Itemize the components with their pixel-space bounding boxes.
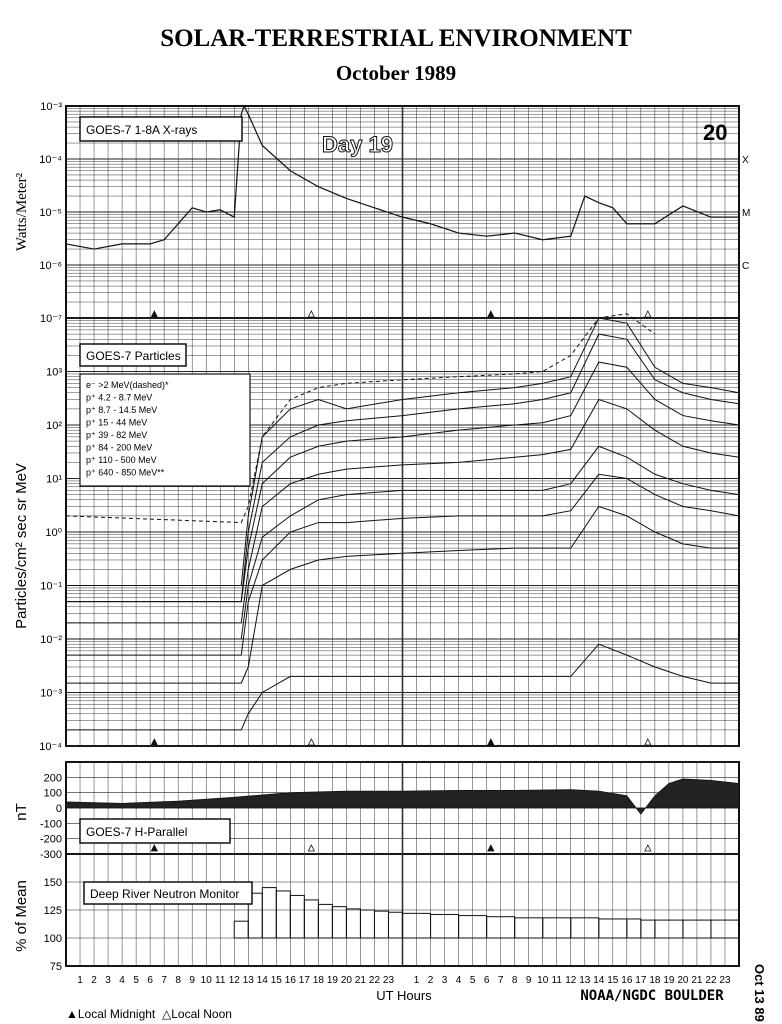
x-tick-label: 10 <box>537 975 549 986</box>
particles-y-tick: 10⁰ <box>45 527 62 539</box>
x-tick-label: 19 <box>326 975 338 986</box>
neutron-bar <box>234 921 248 938</box>
mag-y-tick: -200 <box>39 833 62 846</box>
mag-y-tick: 100 <box>43 787 62 800</box>
x-tick-label: 12 <box>228 975 240 986</box>
x-tick-label: 11 <box>215 975 226 986</box>
day-20-label: 20 <box>703 120 728 145</box>
x-tick-label: 12 <box>565 975 577 986</box>
neutron-y-tick: 100 <box>43 933 62 945</box>
day-19-label: Day 19 <box>322 132 393 157</box>
x-tick-label: 23 <box>719 975 731 986</box>
legend-local-midnight: ▲Local Midnight <box>66 1007 156 1021</box>
x-tick-label: 15 <box>607 975 619 986</box>
x-tick-label: 4 <box>119 975 125 986</box>
x-tick-label: 14 <box>256 975 268 986</box>
credit-label: NOAA/NGDC BOULDER <box>580 988 724 1004</box>
x-tick-label: 1 <box>413 975 420 986</box>
x-tick-label: 10 <box>200 975 212 986</box>
particles-ylabel: Particles/cm² sec sr MeV <box>13 463 30 629</box>
xray-ylabel: Watts/Meter² <box>14 172 30 252</box>
particles-y-tick: 10¹ <box>46 473 62 486</box>
x-tick-label: 9 <box>525 975 532 986</box>
particle-legend-entry: p⁺ 39 - 82 MeV <box>86 430 148 440</box>
x-tick-label: 6 <box>147 975 153 986</box>
flare-class-label: X <box>742 155 749 166</box>
x-tick-label: 1 <box>77 975 83 986</box>
particle-legend-entry: p⁺ 4.2 - 8.7 MeV <box>86 392 153 403</box>
flare-class-label: M <box>742 208 751 219</box>
particle-legend-entry: p⁺ 110 - 500 MeV <box>86 455 157 465</box>
local-midnight-marker <box>488 311 494 317</box>
x-tick-label: 18 <box>312 975 324 986</box>
corner-date-label: Oct 13 89 <box>752 964 767 1022</box>
xray-y-tick: 10⁻⁴ <box>39 154 62 166</box>
neutron-bar <box>627 919 641 938</box>
neutron-panel-label: Deep River Neutron Monitor <box>90 887 240 901</box>
particle-legend-entry: p⁺ 15 - 44 MeV <box>86 417 148 428</box>
particles-y-tick: 10⁻⁴ <box>39 741 62 753</box>
neutron-bar <box>332 907 346 938</box>
neutron-bar <box>346 909 360 938</box>
mag-y-tick: 0 <box>55 803 62 815</box>
particles-y-tick: 10⁻³ <box>40 687 62 700</box>
xray-y-tick: 10⁻⁵ <box>39 207 62 219</box>
xray-y-tick: 10⁻³ <box>40 101 62 113</box>
neutron-bar <box>290 895 304 938</box>
particles-y-tick: 10³ <box>46 366 62 379</box>
xray-y-tick: 10⁻⁶ <box>39 260 62 272</box>
x-tick-label: 20 <box>677 975 689 986</box>
particles-y-tick: 10⁻¹ <box>40 580 62 593</box>
mag-y-tick: 200 <box>43 772 62 785</box>
x-tick-label: 6 <box>483 975 490 986</box>
x-tick-label: 18 <box>649 975 661 986</box>
local-midnight-marker <box>488 845 494 851</box>
x-tick-label: 20 <box>340 975 352 986</box>
neutron-bar <box>374 911 388 938</box>
local-midnight-marker <box>151 845 157 851</box>
x-tick-label: 22 <box>705 975 717 986</box>
particles-y-tick: 10² <box>46 420 62 432</box>
xray-label-box <box>80 117 242 141</box>
neutron-y-tick: 75 <box>49 961 62 973</box>
neutron-ylabel: % of Mean <box>13 880 30 952</box>
x-tick-label: 3 <box>105 975 111 986</box>
particle-legend-entry: p⁺ 640 - 850 MeV** <box>86 467 165 478</box>
particles-label-box <box>80 344 186 366</box>
x-tick-label: 9 <box>189 975 195 986</box>
magnetometer-panel-label: GOES-7 H-Parallel <box>86 825 188 839</box>
neutron-bar <box>262 888 276 938</box>
neutron-bar <box>360 910 374 938</box>
neutron-y-tick: 125 <box>43 905 62 917</box>
neutron-y-tick: 150 <box>43 877 62 889</box>
particle-legend-entry: e⁻ >2 MeV(dashed)* <box>86 380 169 390</box>
x-tick-label: 8 <box>175 975 181 986</box>
x-tick-label: 2 <box>427 975 434 986</box>
xray-panel-label: GOES-7 1-8A X-rays <box>86 123 198 137</box>
x-tick-label: 8 <box>511 975 518 986</box>
local-noon-marker <box>645 739 651 745</box>
particle-legend-entry: p⁺ 8.7 - 14.5 MeV <box>86 405 158 415</box>
particle-legend-entry: p⁺ 84 - 200 MeV <box>86 442 153 453</box>
x-tick-label: 23 <box>382 975 395 986</box>
local-noon-marker <box>308 845 314 851</box>
neutron-bar <box>641 920 655 938</box>
x-tick-label: 2 <box>91 975 97 986</box>
flare-class-label: C <box>742 261 750 272</box>
magnetometer-ylabel: nT <box>13 803 30 821</box>
x-tick-label: 3 <box>441 975 448 986</box>
neutron-bar <box>276 891 290 938</box>
neutron-bar <box>304 900 318 938</box>
x-tick-label: 7 <box>497 975 504 986</box>
x-tick-label: 7 <box>161 975 167 986</box>
magnetometer-label-box <box>80 819 230 843</box>
x-axis-label: UT Hours <box>376 988 432 1003</box>
figure-subtitle: October 1989 <box>335 61 457 85</box>
local-noon-marker <box>308 311 314 317</box>
x-tick-label: 16 <box>621 975 633 986</box>
x-tick-label: 11 <box>551 975 562 986</box>
neutron-bar <box>318 904 332 938</box>
neutron-label-box <box>84 882 252 904</box>
x-tick-label: 16 <box>284 975 296 986</box>
x-tick-label: 4 <box>455 975 462 986</box>
mag-y-tick: -300 <box>39 849 62 861</box>
x-tick-label: 13 <box>579 975 591 986</box>
local-noon-marker <box>645 311 651 317</box>
local-midnight-marker <box>488 739 494 745</box>
legend-local-noon: △Local Noon <box>162 1007 232 1021</box>
x-tick-label: 15 <box>270 975 282 986</box>
x-tick-label: 17 <box>298 975 310 986</box>
figure-title: SOLAR-TERRESTRIAL ENVIRONMENT <box>160 25 632 52</box>
x-tick-label: 5 <box>133 975 139 986</box>
xray-y-tick: 10⁻⁷ <box>39 313 62 325</box>
x-tick-label: 22 <box>368 975 381 986</box>
particles-panel-label: GOES-7 Particles <box>86 349 181 363</box>
local-midnight-marker <box>151 739 157 745</box>
local-noon-marker <box>308 739 314 745</box>
mag-y-tick: -100 <box>39 818 62 831</box>
x-tick-label: 5 <box>469 975 476 986</box>
x-tick-label: 21 <box>691 975 703 986</box>
x-tick-label: 14 <box>593 975 605 986</box>
x-tick-label: 19 <box>663 975 675 986</box>
x-tick-label: 17 <box>635 975 647 986</box>
x-tick-label: 21 <box>354 975 366 986</box>
local-midnight-marker <box>151 311 157 317</box>
particles-y-tick: 10⁻² <box>40 634 62 646</box>
local-noon-marker <box>645 845 651 851</box>
x-tick-label: 13 <box>242 975 254 986</box>
neutron-bar <box>388 912 402 938</box>
